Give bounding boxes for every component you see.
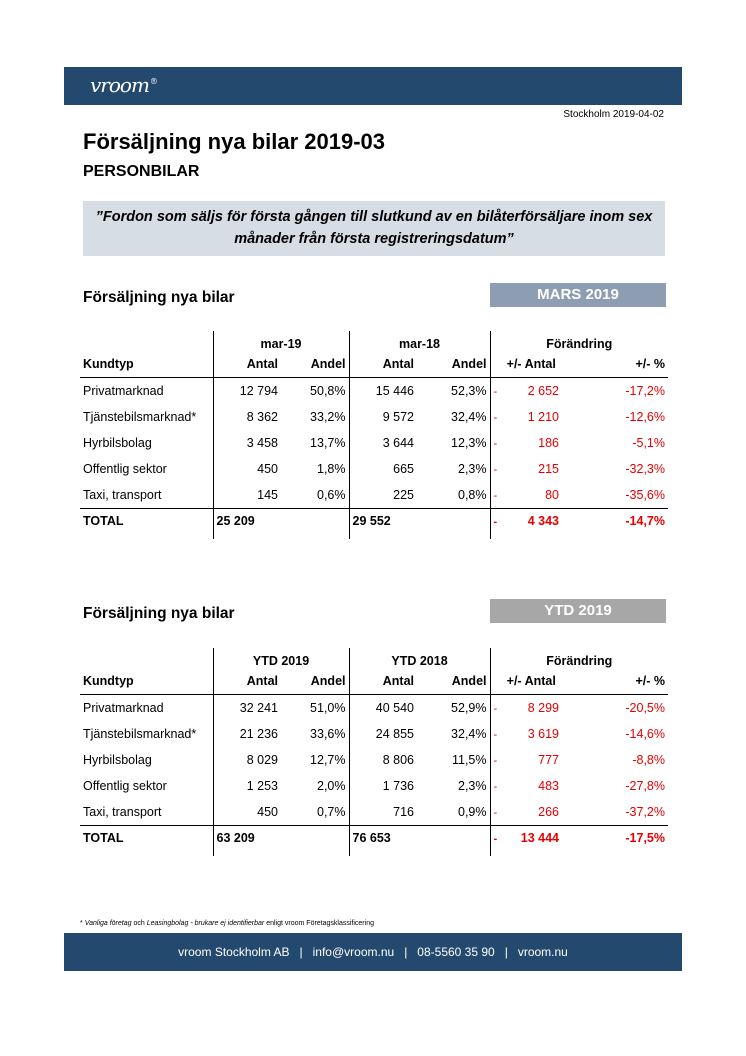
footer-bar: [64, 933, 682, 971]
table-row: Privatmarknad 12 794 50,8% 15 446 52,3% - 2 652 -17,2%: [80, 378, 668, 405]
group-header: mar-18: [349, 331, 490, 351]
table-row: Tjänstebilsmarknad* 21 236 33,6% 24 855 32,4% - 3 619 -14,6%: [80, 721, 668, 747]
section2-title: Försäljning nya bilar: [83, 605, 235, 622]
column-header: Kundtyp: [80, 351, 213, 378]
total-row: TOTAL 63 209 76 653 - 13 444 -17,5%: [80, 826, 668, 851]
column-header: Kundtyp: [80, 668, 213, 695]
header-bar: [64, 67, 682, 105]
column-header: +/- Antal: [490, 351, 572, 378]
column-header: +/- %: [572, 351, 668, 378]
section1-title: Försäljning nya bilar: [83, 289, 235, 306]
column-header: Andel: [281, 351, 349, 378]
footnote: * Vanliga företag och Leasingbolag - brukare ej identifierbar enligt vroom Företagsklassificering: [80, 920, 374, 927]
column-header: +/- Antal: [490, 668, 572, 695]
column-header: Antal: [349, 668, 417, 695]
group-header: Förändring: [490, 331, 668, 351]
page-subtitle: PERSONBILAR: [83, 163, 200, 180]
table-row: Tjänstebilsmarknad* 8 362 33,2% 9 572 32,4% - 1 210 -12,6%: [80, 404, 668, 430]
group-header: YTD 2018: [349, 648, 490, 668]
footer-contact: vroom Stockholm AB | info@vroom.nu | 08-5560 35 90 | vroom.nu: [178, 945, 568, 959]
column-header: Andel: [417, 668, 490, 695]
table-row: Privatmarknad 32 241 51,0% 40 540 52,9% - 8 299 -20,5%: [80, 695, 668, 722]
group-header: YTD 2019: [213, 648, 349, 668]
column-header: +/- %: [572, 668, 668, 695]
table-row: Hyrbilsbolag 3 458 13,7% 3 644 12,3% - 186 -5,1%: [80, 430, 668, 456]
table-row: Offentlig sektor 1 253 2,0% 1 736 2,3% - 483 -27,8%: [80, 773, 668, 799]
table-row: Hyrbilsbolag 8 029 12,7% 8 806 11,5% - 777 -8,8%: [80, 747, 668, 773]
report-date: Stockholm 2019-04-02: [563, 109, 664, 120]
total-row: TOTAL 25 209 29 552 - 4 343 -14,7%: [80, 509, 668, 534]
vroom-logo: vroom®: [90, 73, 157, 97]
group-header: mar-19: [213, 331, 349, 351]
table-row: Taxi, transport 450 0,7% 716 0,9% - 266 -37,2%: [80, 799, 668, 826]
group-header: Förändring: [490, 648, 668, 668]
definition-quote: ”Fordon som säljs för första gången till slutkund av en bilåterförsäljare inom sex månader från första registreringsdatum”: [83, 201, 665, 256]
column-header: Antal: [349, 351, 417, 378]
column-header: Andel: [281, 668, 349, 695]
section2-badge: YTD 2019: [490, 599, 666, 623]
column-header: Antal: [213, 668, 281, 695]
column-header: Andel: [417, 351, 490, 378]
sales-table-march: [80, 331, 668, 539]
section1-badge: MARS 2019: [490, 283, 666, 307]
table-row: Offentlig sektor 450 1,8% 665 2,3% - 215 -32,3%: [80, 456, 668, 482]
table-row: Taxi, transport 145 0,6% 225 0,8% - 80 -35,6%: [80, 482, 668, 509]
page-title: Försäljning nya bilar 2019-03: [83, 129, 386, 154]
column-header: Antal: [213, 351, 281, 378]
sales-table-ytd: [80, 648, 668, 856]
